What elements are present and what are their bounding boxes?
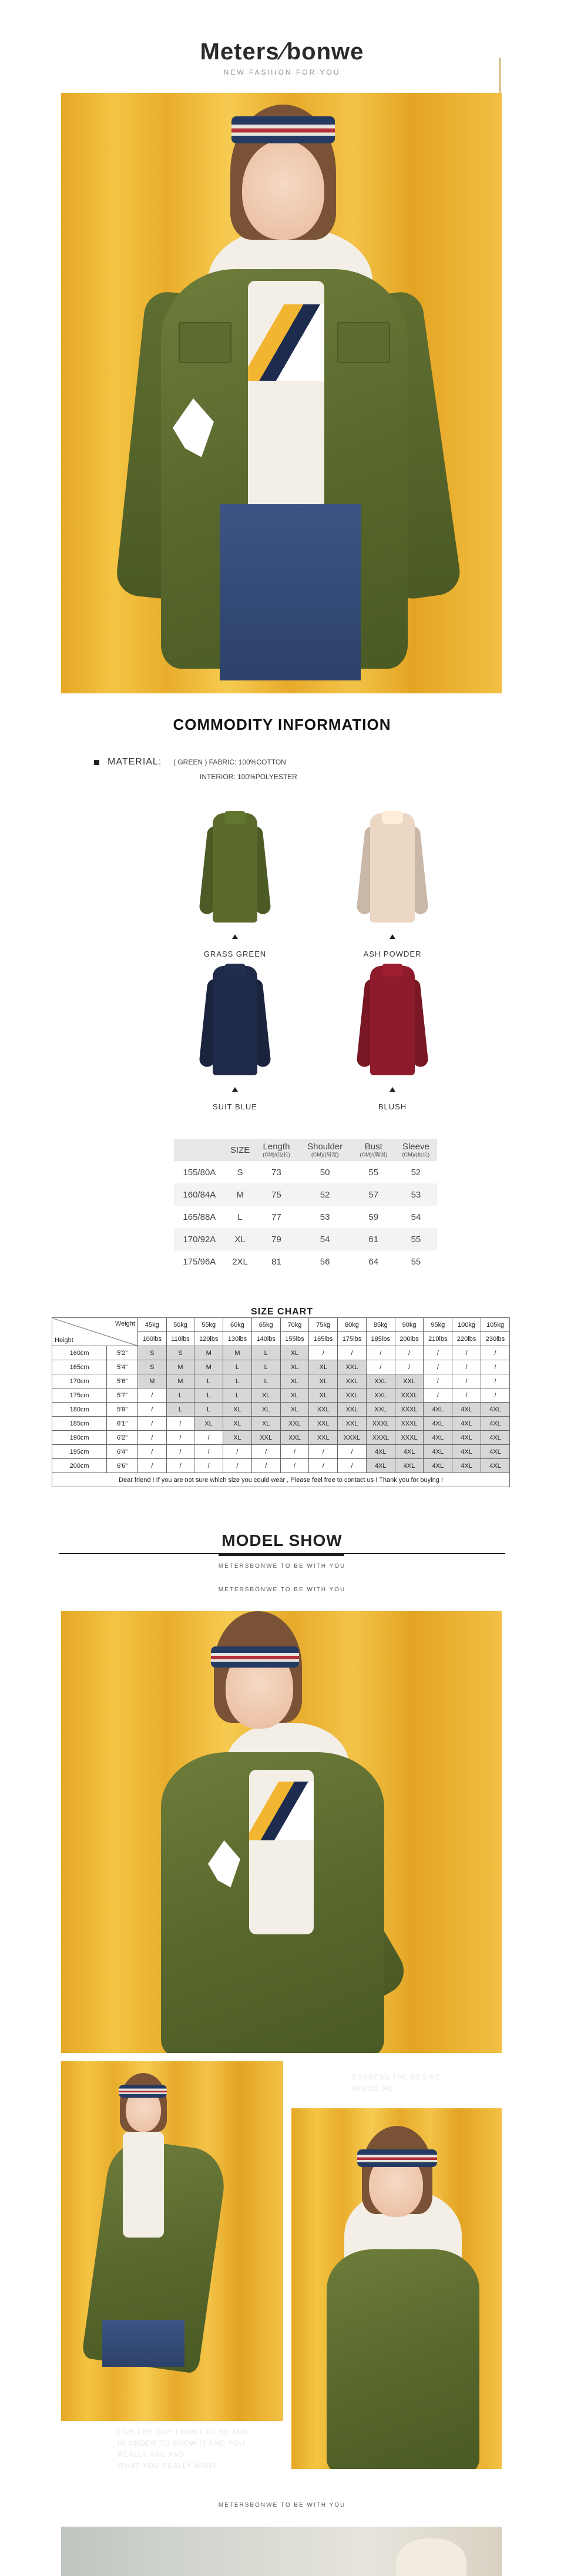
size-chart-cell: / bbox=[424, 1374, 452, 1388]
caret-up-icon bbox=[390, 1087, 395, 1092]
size-chart-cell: 4XL bbox=[452, 1445, 481, 1459]
size-cell: L bbox=[237, 1212, 243, 1222]
size-cell: 61 bbox=[352, 1228, 395, 1250]
m2-hoodie bbox=[123, 2132, 164, 2238]
size-chart-cell: XXL bbox=[366, 1403, 395, 1417]
size-chart-cell: 4XL bbox=[395, 1445, 424, 1459]
shoulder-header: Shoulder (CM)/(肩宽) bbox=[298, 1139, 352, 1161]
weight-kg-cell: 100kg bbox=[452, 1318, 481, 1332]
hero-photo bbox=[61, 93, 502, 693]
size-cell: 73 bbox=[271, 1167, 281, 1178]
size-chart-cell: / bbox=[166, 1459, 194, 1473]
model-show-title: MODEL SHOW bbox=[221, 1531, 343, 1549]
size-chart-cell: XXL bbox=[309, 1403, 338, 1417]
size-chart-cell: M bbox=[194, 1360, 223, 1374]
size-cell: 55 bbox=[395, 1228, 437, 1250]
chart-row bbox=[52, 1403, 510, 1417]
size-cell: 55 bbox=[411, 1256, 421, 1267]
weight-kg-cell: 85kg bbox=[366, 1318, 395, 1332]
size-row bbox=[174, 1228, 437, 1250]
size-chart-cell: L bbox=[166, 1403, 194, 1417]
size-chart-cell: 4XL bbox=[452, 1403, 481, 1417]
weight-kg-cell: 95kg bbox=[424, 1318, 452, 1332]
size-cell: 53 bbox=[320, 1212, 330, 1222]
size-chart-cell: 4XL bbox=[424, 1403, 452, 1417]
weight-lbs-cell: 165lbs bbox=[309, 1332, 338, 1346]
size-header-blank bbox=[174, 1139, 225, 1161]
height-cm-cell: 190cm bbox=[52, 1431, 107, 1445]
model-subtitle-1: METERSBONWE TO BE WITH YOU bbox=[218, 1563, 346, 1569]
size-chart bbox=[52, 1317, 510, 1487]
faint-left-3: REALLY ARE AND bbox=[118, 2450, 185, 2458]
size-chart-cell: / bbox=[166, 1417, 194, 1431]
size-chart-cell: / bbox=[452, 1346, 481, 1360]
m3-jacket bbox=[327, 2249, 479, 2469]
size-chart-cell: XXXL bbox=[366, 1431, 395, 1445]
size-chart-cell: XL bbox=[309, 1360, 338, 1374]
chart-note: Dear friend ! If you are not sure which size you could wear , Please feel free to contact us ! Thank you for buying ! bbox=[52, 1473, 510, 1487]
size-chart-cell: 4XL bbox=[452, 1417, 481, 1431]
size-chart-cell: 4XL bbox=[481, 1459, 509, 1473]
height-ft-cell: 6'2" bbox=[107, 1431, 138, 1445]
size-chart-cell: / bbox=[366, 1360, 395, 1374]
size-chart-cell: XXXL bbox=[395, 1388, 424, 1403]
weight-lbs-cell: 120lbs bbox=[194, 1332, 223, 1346]
height-ft-cell: 5'7" bbox=[107, 1388, 138, 1403]
model-photo-1 bbox=[61, 1611, 502, 2053]
size-chart-cell: 4XL bbox=[424, 1459, 452, 1473]
size-cell: 160/84A bbox=[174, 1183, 225, 1206]
mini-collar bbox=[382, 811, 403, 824]
size-chart-cell: XXL bbox=[366, 1388, 395, 1403]
size-chart-cell: M bbox=[194, 1346, 223, 1360]
hero-pocket-left bbox=[179, 322, 231, 363]
size-chart-cell: XXL bbox=[395, 1374, 424, 1388]
size-chart-cell: 4XL bbox=[452, 1459, 481, 1473]
brand-slash: / bbox=[274, 39, 291, 65]
size-chart-cell: L bbox=[194, 1374, 223, 1388]
weight-kg-cell: 90kg bbox=[395, 1318, 424, 1332]
caret-up-icon bbox=[232, 1087, 238, 1092]
size-chart-cell: / bbox=[280, 1445, 309, 1459]
size-row bbox=[174, 1206, 437, 1228]
size-chart-cell: / bbox=[137, 1403, 166, 1417]
size-chart-cell: / bbox=[452, 1388, 481, 1403]
size-cell: 54 bbox=[411, 1212, 421, 1222]
size-chart-cell: XXXL bbox=[395, 1417, 424, 1431]
faint-left-1: LIVE THE WAY I WANT TO BE AND bbox=[118, 2428, 249, 2436]
m1-headband bbox=[211, 1646, 299, 1668]
size-cell: 55 bbox=[368, 1167, 379, 1178]
size-chart-cell: / bbox=[424, 1360, 452, 1374]
size-chart-cell: L bbox=[194, 1388, 223, 1403]
size-row bbox=[174, 1161, 437, 1183]
weight-lbs-cell: 130lbs bbox=[223, 1332, 252, 1346]
weight-lbs-cell: 210lbs bbox=[424, 1332, 452, 1346]
color-swatch[interactable] bbox=[176, 811, 294, 961]
size-chart-cell: 4XL bbox=[366, 1459, 395, 1473]
color-label: GRASS GREEN bbox=[203, 950, 267, 958]
weight-lbs-cell: 185lbs bbox=[366, 1332, 395, 1346]
size-cell: 64 bbox=[368, 1256, 379, 1267]
size-chart-cell: XL bbox=[280, 1360, 309, 1374]
size-chart-cell: S bbox=[137, 1360, 166, 1374]
brand-logo bbox=[0, 39, 564, 65]
size-chart-cell: 4XL bbox=[424, 1445, 452, 1459]
size-chart-cell: / bbox=[309, 1445, 338, 1459]
size-chart-cell: XL bbox=[309, 1388, 338, 1403]
weight-lbs-cell: 200lbs bbox=[395, 1332, 424, 1346]
size-chart-cell: 4XL bbox=[481, 1431, 509, 1445]
size-chart-cell: / bbox=[338, 1346, 367, 1360]
caret-up-icon bbox=[390, 934, 395, 939]
size-chart-cell: XXL bbox=[338, 1374, 367, 1388]
weight-lbs-cell: 110lbs bbox=[166, 1332, 194, 1346]
size-chart-cell: XXXL bbox=[338, 1431, 367, 1445]
chart-row bbox=[52, 1417, 510, 1431]
size-chart-cell: XL bbox=[223, 1417, 252, 1431]
model-photo-4 bbox=[61, 2527, 502, 2576]
size-row bbox=[174, 1183, 437, 1206]
size-chart-cell: / bbox=[481, 1374, 509, 1388]
size-cell: 52 bbox=[298, 1183, 352, 1206]
size-chart-cell: / bbox=[194, 1431, 223, 1445]
size-chart-cell: XL bbox=[251, 1388, 280, 1403]
size-chart-cell: / bbox=[309, 1346, 338, 1360]
mini-collar bbox=[224, 964, 246, 977]
material-fabric: ( GREEN ) FABRIC: 100%COTTON bbox=[173, 758, 286, 766]
size-header: SIZE bbox=[225, 1139, 256, 1161]
size-chart-cell: / bbox=[338, 1445, 367, 1459]
size-chart-cell: / bbox=[481, 1360, 509, 1374]
size-table-header bbox=[174, 1139, 437, 1161]
size-chart-cell: / bbox=[137, 1388, 166, 1403]
size-chart-cell: XXL bbox=[338, 1360, 367, 1374]
weight-lbs-cell: 140lbs bbox=[251, 1332, 280, 1346]
size-chart-cell: XL bbox=[223, 1403, 252, 1417]
chart-row bbox=[52, 1374, 510, 1388]
size-chart-cell: M bbox=[137, 1374, 166, 1388]
size-chart-cell: XL bbox=[223, 1431, 252, 1445]
size-chart-cell: / bbox=[251, 1459, 280, 1473]
color-label: BLUSH bbox=[378, 1102, 407, 1111]
brand-right: bonwe bbox=[286, 39, 364, 65]
model-photo-2 bbox=[61, 2061, 283, 2421]
size-cell: 56 bbox=[320, 1256, 330, 1267]
chart-corner bbox=[52, 1318, 138, 1346]
height-ft-cell: 5'9" bbox=[107, 1403, 138, 1417]
size-cell: 155/80A bbox=[183, 1167, 216, 1178]
accent-line bbox=[499, 58, 501, 93]
size-chart-cell: L bbox=[251, 1374, 280, 1388]
chart-row bbox=[52, 1360, 510, 1374]
size-chart-cell: XL bbox=[251, 1417, 280, 1431]
height-cm-cell: 200cm bbox=[52, 1459, 107, 1473]
size-chart-cell: / bbox=[166, 1431, 194, 1445]
size-chart-cell: L bbox=[166, 1388, 194, 1403]
size-cell: 175/96A bbox=[183, 1256, 216, 1267]
chart-weight-row bbox=[52, 1318, 510, 1332]
size-chart-cell: XXXL bbox=[395, 1403, 424, 1417]
size-chart-cell: 4XL bbox=[452, 1431, 481, 1445]
hero-headband bbox=[231, 116, 335, 143]
height-ft-cell: 5'2" bbox=[107, 1346, 138, 1360]
hero-skirt bbox=[220, 504, 361, 680]
chart-row bbox=[52, 1346, 510, 1360]
size-chart-cell: XXXL bbox=[395, 1431, 424, 1445]
size-chart-cell: / bbox=[481, 1388, 509, 1403]
height-cm-cell: 185cm bbox=[52, 1417, 107, 1431]
size-chart-cell: / bbox=[424, 1346, 452, 1360]
faint-right-1: EXPRESS THE DESIRE bbox=[352, 2073, 441, 2081]
height-ft-cell: 6'1" bbox=[107, 1417, 138, 1431]
weight-kg-cell: 70kg bbox=[280, 1318, 309, 1332]
size-chart-cell: / bbox=[452, 1374, 481, 1388]
height-cm-cell: 170cm bbox=[52, 1374, 107, 1388]
size-chart-cell: / bbox=[194, 1459, 223, 1473]
size-cell: 79 bbox=[255, 1228, 297, 1250]
height-cm-cell: 160cm bbox=[52, 1346, 107, 1360]
model-show-rule-accent bbox=[219, 1554, 344, 1556]
size-chart-cell: XL bbox=[280, 1374, 309, 1388]
height-label: Height bbox=[55, 1337, 73, 1344]
height-cm-cell: 175cm bbox=[52, 1388, 107, 1403]
weight-kg-cell: 65kg bbox=[251, 1318, 280, 1332]
mini-collar bbox=[382, 964, 403, 977]
size-chart-cell: 4XL bbox=[366, 1445, 395, 1459]
size-chart-cell: L bbox=[223, 1374, 252, 1388]
material-interior: INTERIOR: 100%POLYESTER bbox=[200, 773, 297, 781]
size-chart-cell: / bbox=[223, 1459, 252, 1473]
size-chart-title: SIZE CHART bbox=[251, 1307, 313, 1317]
faint-left-4: WHAT YOU REALLY WANT bbox=[118, 2461, 217, 2470]
size-chart-cell: / bbox=[481, 1346, 509, 1360]
m3-headband bbox=[357, 2149, 437, 2167]
height-ft-cell: 6'4" bbox=[107, 1445, 138, 1459]
size-chart-cell: XXL bbox=[280, 1431, 309, 1445]
caret-up-icon bbox=[232, 934, 238, 939]
size-chart-cell: XL bbox=[280, 1346, 309, 1360]
size-cell: S bbox=[237, 1167, 243, 1178]
m4-hat bbox=[396, 2538, 466, 2576]
size-chart-cell: M bbox=[223, 1346, 252, 1360]
commodity-title: COMMODITY INFORMATION bbox=[173, 716, 391, 733]
size-chart-cell: / bbox=[280, 1459, 309, 1473]
model-photo-3 bbox=[291, 2108, 502, 2469]
size-chart-cell: L bbox=[251, 1360, 280, 1374]
size-chart-cell: / bbox=[194, 1445, 223, 1459]
model-subtitle-3: METERSBONWE TO BE WITH YOU bbox=[218, 2502, 346, 2508]
size-cell: XL bbox=[225, 1228, 256, 1250]
size-chart-cell: / bbox=[366, 1346, 395, 1360]
height-cm-cell: 165cm bbox=[52, 1360, 107, 1374]
mini-collar bbox=[224, 811, 246, 824]
size-cell: 57 bbox=[352, 1183, 395, 1206]
size-chart-cell: / bbox=[452, 1360, 481, 1374]
color-label: ASH POWDER bbox=[363, 950, 422, 958]
weight-kg-cell: 105kg bbox=[481, 1318, 509, 1332]
size-chart-cell: XXL bbox=[280, 1417, 309, 1431]
mini-jacket bbox=[213, 966, 257, 1075]
weight-kg-cell: 50kg bbox=[166, 1318, 194, 1332]
size-chart-cell: S bbox=[137, 1346, 166, 1360]
size-chart-cell: XL bbox=[309, 1374, 338, 1388]
size-chart-cell: / bbox=[309, 1459, 338, 1473]
size-chart-cell: XXL bbox=[338, 1417, 367, 1431]
size-chart-cell: 4XL bbox=[481, 1445, 509, 1459]
size-chart-cell: / bbox=[424, 1388, 452, 1403]
height-ft-cell: 5'4" bbox=[107, 1360, 138, 1374]
mini-jacket bbox=[370, 966, 415, 1075]
m1-stripe bbox=[249, 1782, 314, 1840]
m2-skirt bbox=[102, 2320, 184, 2367]
size-cell: 53 bbox=[395, 1183, 437, 1206]
size-chart-cell: XL bbox=[280, 1403, 309, 1417]
size-chart-cell: / bbox=[395, 1360, 424, 1374]
size-row bbox=[174, 1250, 437, 1273]
size-chart-cell: S bbox=[166, 1346, 194, 1360]
size-cell: M bbox=[225, 1183, 256, 1206]
faint-caption-left bbox=[118, 2427, 249, 2471]
chart-row bbox=[52, 1445, 510, 1459]
size-cell: 75 bbox=[255, 1183, 297, 1206]
size-cell: 50 bbox=[320, 1167, 330, 1178]
faint-caption-right bbox=[352, 2072, 441, 2094]
size-chart-cell: L bbox=[251, 1346, 280, 1360]
height-ft-cell: 6'6" bbox=[107, 1459, 138, 1473]
weight-kg-cell: 55kg bbox=[194, 1318, 223, 1332]
weight-lbs-cell: 100lbs bbox=[137, 1332, 166, 1346]
size-chart-cell: XXL bbox=[309, 1431, 338, 1445]
size-chart-cell: XXL bbox=[366, 1374, 395, 1388]
size-chart-cell: XL bbox=[194, 1417, 223, 1431]
weight-lbs-cell: 230lbs bbox=[481, 1332, 509, 1346]
weight-label: Weight bbox=[115, 1320, 135, 1327]
height-cm-cell: 195cm bbox=[52, 1445, 107, 1459]
faint-left-2: IN ORDER TO SHOW IT AND YOU bbox=[118, 2439, 245, 2447]
height-cm-cell: 180cm bbox=[52, 1403, 107, 1417]
color-swatch[interactable] bbox=[334, 811, 451, 961]
m2-headband bbox=[119, 2085, 167, 2098]
size-chart-cell: 4XL bbox=[481, 1417, 509, 1431]
length-header: Length (CM)/(边长) bbox=[255, 1139, 297, 1161]
size-chart-cell: / bbox=[137, 1445, 166, 1459]
hero-pocket-right bbox=[337, 322, 390, 363]
chart-row bbox=[52, 1388, 510, 1403]
weight-lbs-cell: 220lbs bbox=[452, 1332, 481, 1346]
size-chart-cell: XXL bbox=[309, 1417, 338, 1431]
size-chart-cell: L bbox=[194, 1403, 223, 1417]
weight-kg-cell: 45kg bbox=[137, 1318, 166, 1332]
size-chart-cell: XXL bbox=[338, 1388, 367, 1403]
chart-note-row bbox=[52, 1473, 510, 1487]
size-chart-cell: 4XL bbox=[481, 1403, 509, 1417]
size-chart-cell: L bbox=[223, 1360, 252, 1374]
sleeve-header: Sleeve (CM)/(袖长) bbox=[395, 1139, 437, 1161]
size-chart-cell: M bbox=[166, 1374, 194, 1388]
model-subtitle-2: METERSBONWE TO BE WITH YOU bbox=[218, 1586, 346, 1593]
hero-stripe bbox=[248, 304, 324, 381]
color-label: SUIT BLUE bbox=[213, 1102, 257, 1111]
size-cell: 52 bbox=[411, 1167, 421, 1178]
color-swatch[interactable] bbox=[176, 964, 294, 1114]
size-chart-cell: XL bbox=[280, 1388, 309, 1403]
size-chart-cell: 4XL bbox=[395, 1459, 424, 1473]
size-cell: 170/92A bbox=[174, 1228, 225, 1250]
weight-lbs-cell: 175lbs bbox=[338, 1332, 367, 1346]
size-chart-cell: / bbox=[223, 1445, 252, 1459]
size-table bbox=[174, 1139, 437, 1273]
size-cell: 59 bbox=[368, 1212, 379, 1222]
size-cell: 77 bbox=[271, 1212, 281, 1222]
weight-lbs-cell: 155lbs bbox=[280, 1332, 309, 1346]
weight-kg-cell: 60kg bbox=[223, 1318, 252, 1332]
mini-jacket bbox=[370, 813, 415, 923]
material-block bbox=[94, 757, 297, 781]
size-chart-cell: / bbox=[137, 1431, 166, 1445]
size-cell: 165/88A bbox=[183, 1212, 216, 1222]
size-chart-cell: 4XL bbox=[424, 1431, 452, 1445]
bullet-icon bbox=[94, 760, 99, 765]
material-label: MATERIAL: bbox=[108, 757, 162, 767]
faint-right-2: INSIDE ME bbox=[352, 2084, 394, 2092]
size-chart-cell: XL bbox=[251, 1403, 280, 1417]
size-chart-cell: 4XL bbox=[424, 1417, 452, 1431]
chart-row bbox=[52, 1459, 510, 1473]
size-cell: 81 bbox=[271, 1256, 281, 1267]
bust-header: Bust (CM)/(胸围) bbox=[352, 1139, 395, 1161]
size-chart-cell: XXL bbox=[338, 1403, 367, 1417]
size-chart-cell: / bbox=[137, 1417, 166, 1431]
hero-face bbox=[242, 140, 324, 240]
mini-jacket bbox=[213, 813, 257, 923]
size-chart-cell: / bbox=[166, 1445, 194, 1459]
weight-kg-cell: 80kg bbox=[338, 1318, 367, 1332]
size-chart-cell: / bbox=[137, 1459, 166, 1473]
size-chart-cell: / bbox=[395, 1346, 424, 1360]
color-swatch[interactable] bbox=[334, 964, 451, 1114]
brand-left: Meters bbox=[200, 39, 280, 65]
height-ft-cell: 5'6" bbox=[107, 1374, 138, 1388]
size-cell: 54 bbox=[298, 1228, 352, 1250]
tagline: NEW FASHION FOR YOU bbox=[223, 68, 341, 76]
chart-row bbox=[52, 1431, 510, 1445]
size-chart-cell: L bbox=[223, 1388, 252, 1403]
size-chart-cell: / bbox=[251, 1445, 280, 1459]
weight-kg-cell: 75kg bbox=[309, 1318, 338, 1332]
size-chart-cell: / bbox=[338, 1459, 367, 1473]
size-cell: 2XL bbox=[232, 1256, 248, 1267]
size-chart-cell: XXL bbox=[251, 1431, 280, 1445]
size-chart-cell: M bbox=[166, 1360, 194, 1374]
size-chart-cell: XXXL bbox=[366, 1417, 395, 1431]
